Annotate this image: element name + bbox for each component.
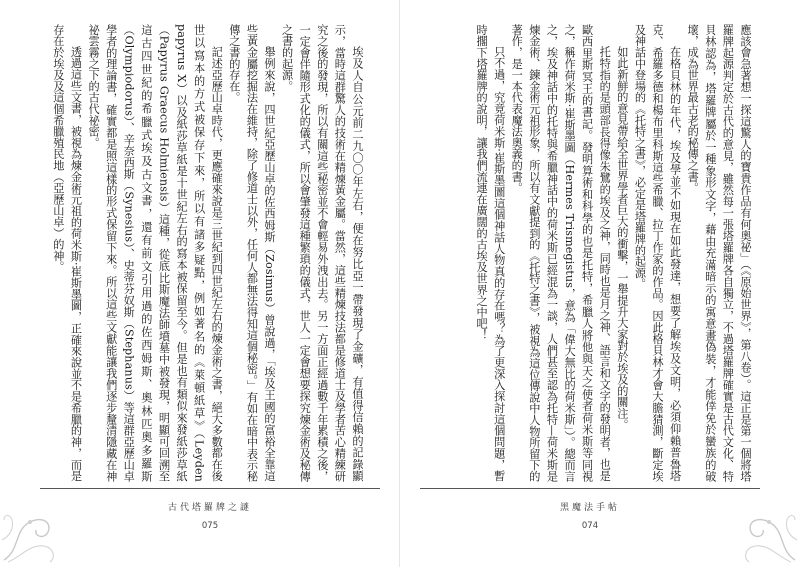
corner-flourish-icon (739, 470, 799, 565)
paragraph: 托特指的是頭部長得像朱鷺的埃及之神，同時也是月之神、語言和文字的發明者，也是歐西里斯冥王的書記。發明算術和科學的也是托特，希臘人將他與天之使者荷米斯等同視之，稱作荷米斯·崔斯墨圖（Hermes Trismegistus，意為「偉大無比的荷米斯」）。總而言之，埃及神話中的托特與希臘神話中的荷米斯已經混為一談，人們甚至認為托特—荷米斯是煉金術、鍊金術元祖形象，所以有文獻提到的《托特之書》，被視為這位傳說中人物所留下的著作，是一本代表魔法奧義的書。 (510, 24, 612, 482)
page-number: 075 (201, 521, 219, 531)
page-number: 074 (581, 521, 599, 531)
left-page (0, 0, 399, 567)
corner-flourish-icon (0, 470, 60, 565)
footer-rule (40, 488, 380, 489)
paragraph: 在格貝林的年代，埃及學並不如現在如此發達，想要了解埃及文明，必須仰賴普魯塔克、希羅多德和楊布里科斯這些希臘、拉丁作家的作品。因此格貝林才會大膽猜測，斷定埃及神話中登場的《托特之書》，必定是塔羅牌的起源。 (633, 24, 682, 482)
paragraph: 舉例來說，四世紀亞歷山卓的佐西姆斯（Zosimus）曾說過，「埃及王國的富裕全靠這些黃金屬挖掘法在維持，除了修道士以外，任何人都無法得知這個秘密。」有如在暗中表示秘傳之書的存在。 (227, 24, 277, 482)
running-title: 古代塔羅牌之謎 (167, 503, 252, 513)
right-page-body (420, 24, 754, 482)
footer-rule (420, 488, 760, 489)
paragraph: 如此新鮮的意見帶給全世界學者巨大的衝擊，一舉提升大家對於埃及的關注。 (615, 46, 629, 431)
paragraph: 應該會急著想一探這驚人的寶貴作品有何奧祕」（《原始世界》，第八卷）。這正是第一個將塔羅牌起源判定於古代的意見，雖然每一張塔羅牌各自獨立，不過塔羅牌確實是古代文化、特貝林認為，塔羅牌屬於一種象形文字，藉由充滿暗示的寓意畫偽裝，才能倖免於蠻族的破壞，成為世界最古老的秘傳之書。 (686, 24, 752, 482)
paragraph: 透過這些文書，被視為煉金術元祖的荷米斯·崔斯墨圖，正確來說並不是希臘的神，而是存在於埃及及這個希臘殖民地（亞歷山卓）的神。 (51, 24, 83, 482)
paragraph: 只不過，究竟荷米斯·崔斯墨圖這個神話人物真的存在嗎？為了更深入探討這個問題，暫時擱下塔羅牌的說明，讓我們流連在廣闊的古埃及世界之中吧！ (475, 24, 506, 482)
paragraph: 埃及人自公元前二九〇〇年左右，便在努比亞一帶發現了金礦，有值得信賴的記錄顯示，當時這群驚人的技術在精煉黃金屬。當然，這些精煉技法都是修道士及學者苦心精練研究之後的發現，所以有關這些秘密並不會輕易外洩出去。另一方面正經過數千年累積之後，一定會伴隨形式化的儀式，所以會肇發這種繁瑣的儀式，世人一定會想要探究煉金術及秘傳之書的起源。 (280, 24, 364, 482)
left-page-body (46, 24, 366, 482)
paragraph: 記述亞歷山卓時代，更應確來說是三世紀到四世紀左右的煉金術之書，絕大多數都在後世以寫本的方式被保存下來，所以有諸多疑點，例如著名的《萊頓紙草》（Leyden papyrus X）以及紙莎草紙是十世紀左右的寫本被保留至今。但是也有類似來發紙莎草紙（Papyrus Graecus Holmiensis）這種，從底比斯魔法師墳墓中被發現，明顯可回溯至這古四世紀的希臘式埃及古文書，還有前文引用過的佐西姆斯、奧林匹奧多羅斯（Olympiodorus）、辛奈西斯（Synesius）、史蒂芬奴斯（Stephanus）等這群亞歷山卓學者的理論書，確實都是照這樣的形式保留下來。所以這些文獻能讓我們逐步釐清隱藏在神祕雲霧之下的古代祕密。 (87, 24, 224, 482)
right-page (400, 0, 799, 567)
running-title: 黑魔法手帖 (559, 503, 620, 513)
